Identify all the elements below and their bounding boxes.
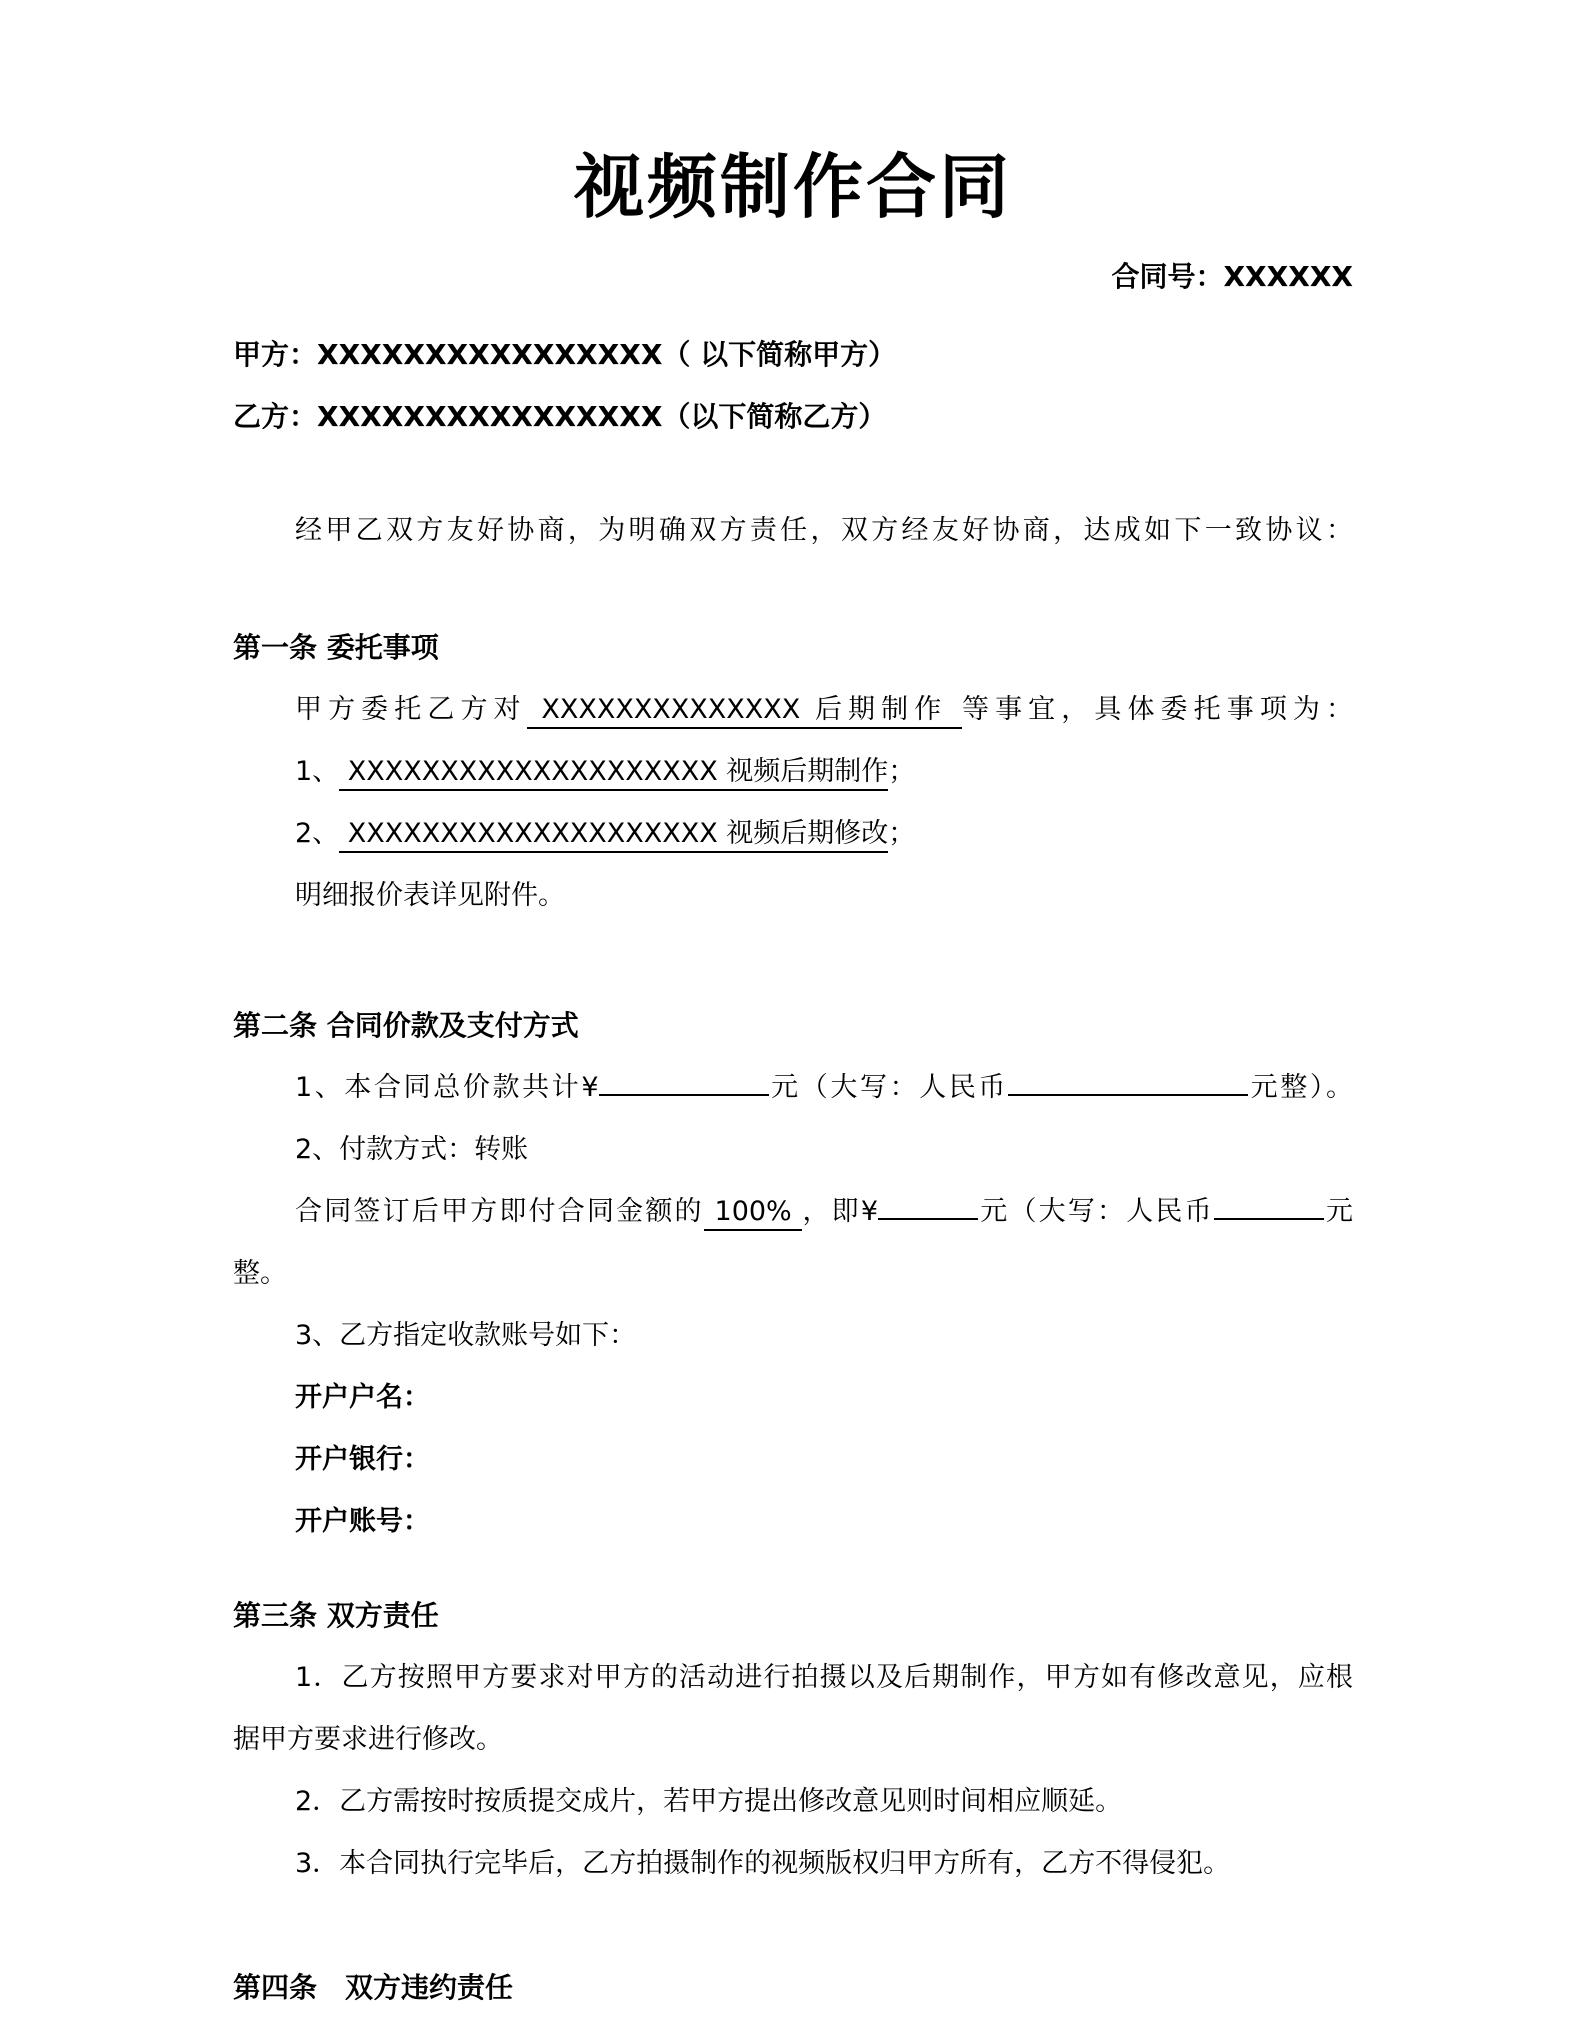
section-1-entrust-line [233,679,1353,741]
payment-amount-blank [878,1191,978,1220]
party-b-line: 乙方：XXXXXXXXXXXXXXXX（以下简称乙方） [233,400,887,433]
price-amount-blank [599,1067,769,1096]
section-1-heading: 第一条 委托事项 [233,631,439,664]
intro-paragraph: 经甲乙双方友好协商，为明确双方责任，双方经友好协商，达成如下一致协议： [295,515,1353,546]
price-pre-text: 1、本合同总价款共计¥ [295,1072,599,1103]
item-1-underlined-text: XXXXXXXXXXXXXXXXXXXX 视频后期制作 [339,756,888,791]
payment-mid-text-1: ，即¥ [802,1196,879,1227]
contract-number: 合同号：XXXXXX [1111,260,1353,293]
account-number-label: 开户账号： [295,1506,430,1537]
payment-terms-line-1 [233,1181,1353,1243]
price-words-blank [1008,1067,1248,1096]
payment-method-line: 2、付款方式：转账 [295,1134,529,1165]
payment-words-blank [1214,1191,1324,1220]
responsibility-item-3: 3．本合同执行完毕后，乙方拍摄制作的视频版权归甲方所有，乙方不得侵犯。 [295,1848,1231,1879]
entrust-underlined-blank: XXXXXXXXXXXXXX 后期制作 [527,694,962,729]
section-4-heading: 第四条 双方违约责任 [233,1971,514,2004]
item-2-underlined-text: XXXXXXXXXXXXXXXXXXXX 视频后期修改 [339,818,888,853]
account-intro-line: 3、乙方指定收款账号如下： [295,1320,637,1351]
responsibility-item-1-line-1: 1．乙方按照甲方要求对甲方的活动进行拍摄以及后期制作，甲方如有修改意见，应根 [295,1662,1353,1693]
payment-terms-line-2: 整。 [233,1258,287,1289]
entrust-post-text: 等事宜，具体委托事项为： [962,694,1354,725]
party-a-line: 甲方：XXXXXXXXXXXXXXXX（ 以下简称甲方） [233,338,897,371]
payment-mid-text-2: 元（大写：人民币 [978,1196,1214,1227]
responsibility-item-1-line-2: 据甲方要求进行修改。 [233,1724,503,1755]
item-1-number: 1、 [295,756,340,787]
total-price-line [233,1057,1353,1119]
section-2-heading: 第二条 合同价款及支付方式 [233,1009,579,1042]
entrust-pre-text: 甲方委托乙方对 [295,694,527,725]
account-name-label: 开户户名： [295,1382,430,1413]
payment-percent-underlined: 100% [704,1196,803,1231]
section-3-heading: 第三条 双方责任 [233,1599,439,1632]
responsibility-item-2: 2．乙方需按时按质提交成片，若甲方提出修改意见则时间相应顺延。 [295,1786,1123,1817]
doc-title: 视频制作合同 [574,146,1012,228]
item-2-punctuation: ； [888,818,916,849]
price-post-text: 元整）。 [1248,1072,1354,1103]
entrust-item-2 [233,803,1353,865]
price-mid-text: 元（大写：人民币 [768,1072,1009,1103]
payment-post-text: 元 [1323,1196,1354,1227]
payment-pre-text: 合同签订后甲方即付合同金额的 [295,1196,704,1227]
entrust-item-1 [233,741,1353,803]
item-1-punctuation: ； [888,756,916,787]
item-2-number: 2、 [295,818,340,849]
quotation-note: 明细报价表详见附件。 [295,880,565,911]
account-bank-label: 开户银行： [295,1444,430,1475]
